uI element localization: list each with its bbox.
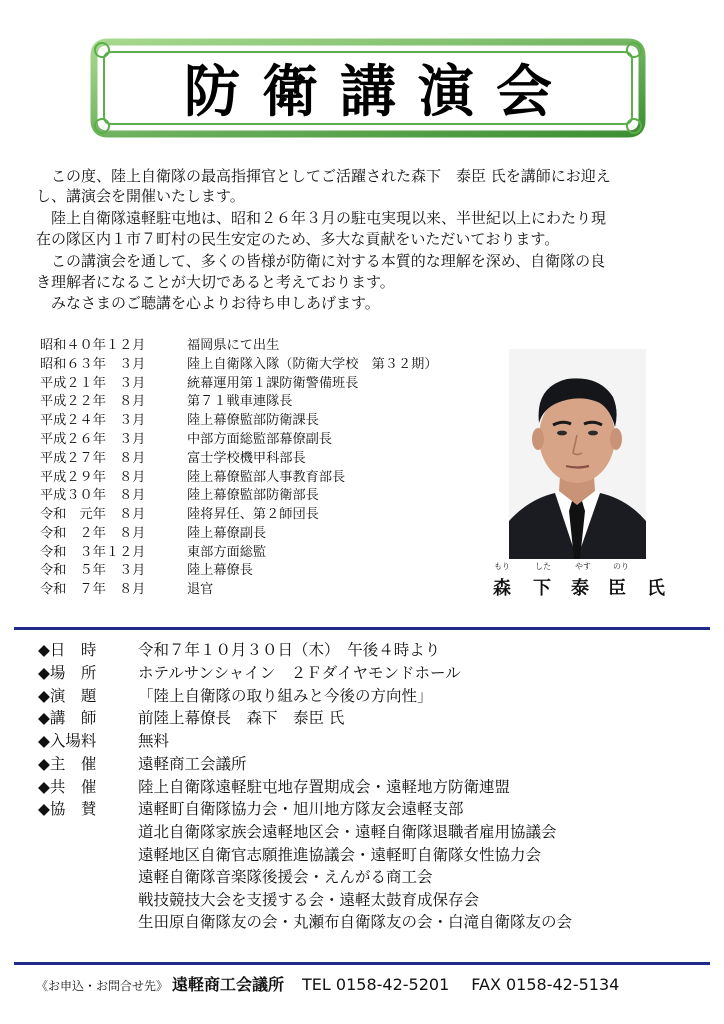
- career-event: 陸将昇任、第２師団長: [187, 507, 319, 522]
- career-event: 第７１戦車連隊長: [187, 394, 293, 409]
- detail-value: ホテルサンシャイン ２Ｆダイヤモンドホール: [138, 664, 461, 682]
- career-date: 令和 ２年 ８月: [40, 526, 146, 541]
- sponsor-line: 戦技競技大会を支援する会・遠軽太鼓育成保存会: [138, 891, 480, 909]
- career-event: 陸上幕僚監部防衛部長: [187, 488, 319, 503]
- career-date: 令和 ３年１２月: [40, 545, 146, 560]
- name-ruby: した: [535, 562, 551, 571]
- detail-value: 前陸上幕僚長 森下 泰臣 氏: [138, 709, 345, 727]
- career-date: 令和 ７年 ８月: [40, 582, 146, 597]
- detail-label: ◆講 師: [38, 709, 97, 727]
- career-date: 平成２２年 ８月: [40, 394, 146, 409]
- intro-line: みなさまのご聴講を心よりお待ち申しあげます。: [36, 294, 380, 312]
- career-date: 昭和４０年１２月: [40, 338, 146, 353]
- sponsor-line: 道北自衛隊家族会遠軽地区会・遠軽自衛隊退職者雇用協議会: [138, 823, 557, 841]
- speaker-photo: [509, 349, 646, 559]
- career-date: 平成２９年 ８月: [40, 470, 146, 485]
- speaker-name-char: 泰: [571, 578, 589, 599]
- career-event: 富士学校機甲科部長: [187, 451, 306, 466]
- page-title: 防衛講演会: [184, 59, 574, 125]
- career-date: 令和 元年 ８月: [40, 507, 146, 522]
- footer-divider: [14, 962, 710, 965]
- career-event: 中部方面総監部幕僚副長: [187, 432, 333, 447]
- career-date: 平成３０年 ８月: [40, 488, 146, 503]
- career-event: 陸上自衛隊入隊（防衛大学校 第３２期）: [187, 357, 438, 372]
- detail-value: 遠軽町自衛隊協力会・旭川地方隊友会遠軽支部: [138, 800, 464, 818]
- name-ruby: もり: [494, 562, 510, 571]
- career-date: 平成２１年 ３月: [40, 376, 146, 391]
- career-event: 福岡県にて出生: [187, 338, 280, 353]
- contact-org: 遠軽商工会議所: [172, 975, 285, 994]
- contact-label: 《お申込・お問合せ先》: [36, 979, 169, 993]
- detail-value: 陸上自衛隊遠軽駐屯地存置期成会・遠軽地方防衛連盟: [138, 778, 511, 796]
- detail-label: ◆場 所: [38, 664, 97, 682]
- detail-label: ◆日 時: [38, 641, 97, 659]
- contact-footer: [36, 972, 619, 998]
- intro-line: 在の隊区内１市７町村の民生安定のため、多大な貢献をいただいております。: [36, 230, 560, 248]
- sponsor-line: 生田原自衛隊友の会・丸瀬布自衛隊友の会・白滝自衛隊友の会: [138, 913, 573, 931]
- detail-value: 「陸上自衛隊の取り組みと今後の方向性」: [138, 687, 433, 705]
- career-date: 平成２６年 ３月: [40, 432, 146, 447]
- career-event: 陸上幕僚副長: [187, 526, 267, 541]
- intro-line: し、講演会を開催いたします。: [36, 187, 245, 205]
- sponsor-line: 遠軽地区自衛官志願推進協議会・遠軽町自衛隊女性協力会: [138, 846, 542, 864]
- detail-label: ◆共 催: [38, 778, 97, 796]
- speaker-name-char: 下: [533, 578, 551, 599]
- career-event: 退官: [187, 582, 214, 597]
- career-date: 令和 ５年 ３月: [40, 563, 146, 578]
- speaker-name-char: 氏: [647, 578, 665, 599]
- speaker-name-char: 臣: [608, 578, 626, 599]
- contact-fax: FAX 0158-42-5134: [471, 975, 620, 994]
- detail-value: 無料: [138, 732, 170, 750]
- detail-label: ◆主 催: [38, 755, 97, 773]
- detail-label: ◆入場料: [38, 732, 97, 750]
- career-event: 陸上幕僚長: [187, 563, 253, 578]
- name-ruby: のり: [613, 562, 629, 571]
- speaker-name-char: 森: [493, 578, 511, 599]
- detail-label: ◆協 賛: [38, 800, 97, 818]
- intro-line: この講演会を通して、多くの皆様が防衛に対する本質的な理解を深め、自衛隊の良: [36, 252, 606, 270]
- section-divider: [14, 627, 710, 630]
- detail-value: 遠軽商工会議所: [138, 755, 247, 773]
- career-event: 統幕運用第１課防衛警備班長: [187, 376, 359, 391]
- career-event: 陸上幕僚監部人事教育部長: [187, 470, 346, 485]
- detail-value: 令和７年１０月３０日（木） 午後４時より: [138, 641, 441, 659]
- detail-label: ◆演 題: [38, 687, 97, 705]
- intro-line: この度、陸上自衛隊の最高指揮官としてご活躍された森下 泰臣 氏を講師にお迎え: [36, 167, 611, 185]
- career-date: 昭和６３年 ３月: [40, 357, 146, 372]
- intro-line: 陸上自衛隊遠軽駐屯地は、昭和２６年３月の駐屯実現以来、半世紀以上にわたり現: [36, 209, 607, 227]
- name-ruby: やす: [575, 562, 591, 571]
- career-event: 東部方面総監: [187, 545, 267, 560]
- career-event: 陸上幕僚監部防衛課長: [187, 413, 319, 428]
- contact-tel: TEL 0158-42-5201: [302, 975, 450, 994]
- intro-line: き理解者になることが大切であると考えております。: [36, 273, 395, 291]
- career-date: 平成２７年 ８月: [40, 451, 146, 466]
- career-date: 平成２４年 ３月: [40, 413, 146, 428]
- sponsor-line: 遠軽自衛隊音楽隊後援会・えんがる商工会: [138, 868, 433, 886]
